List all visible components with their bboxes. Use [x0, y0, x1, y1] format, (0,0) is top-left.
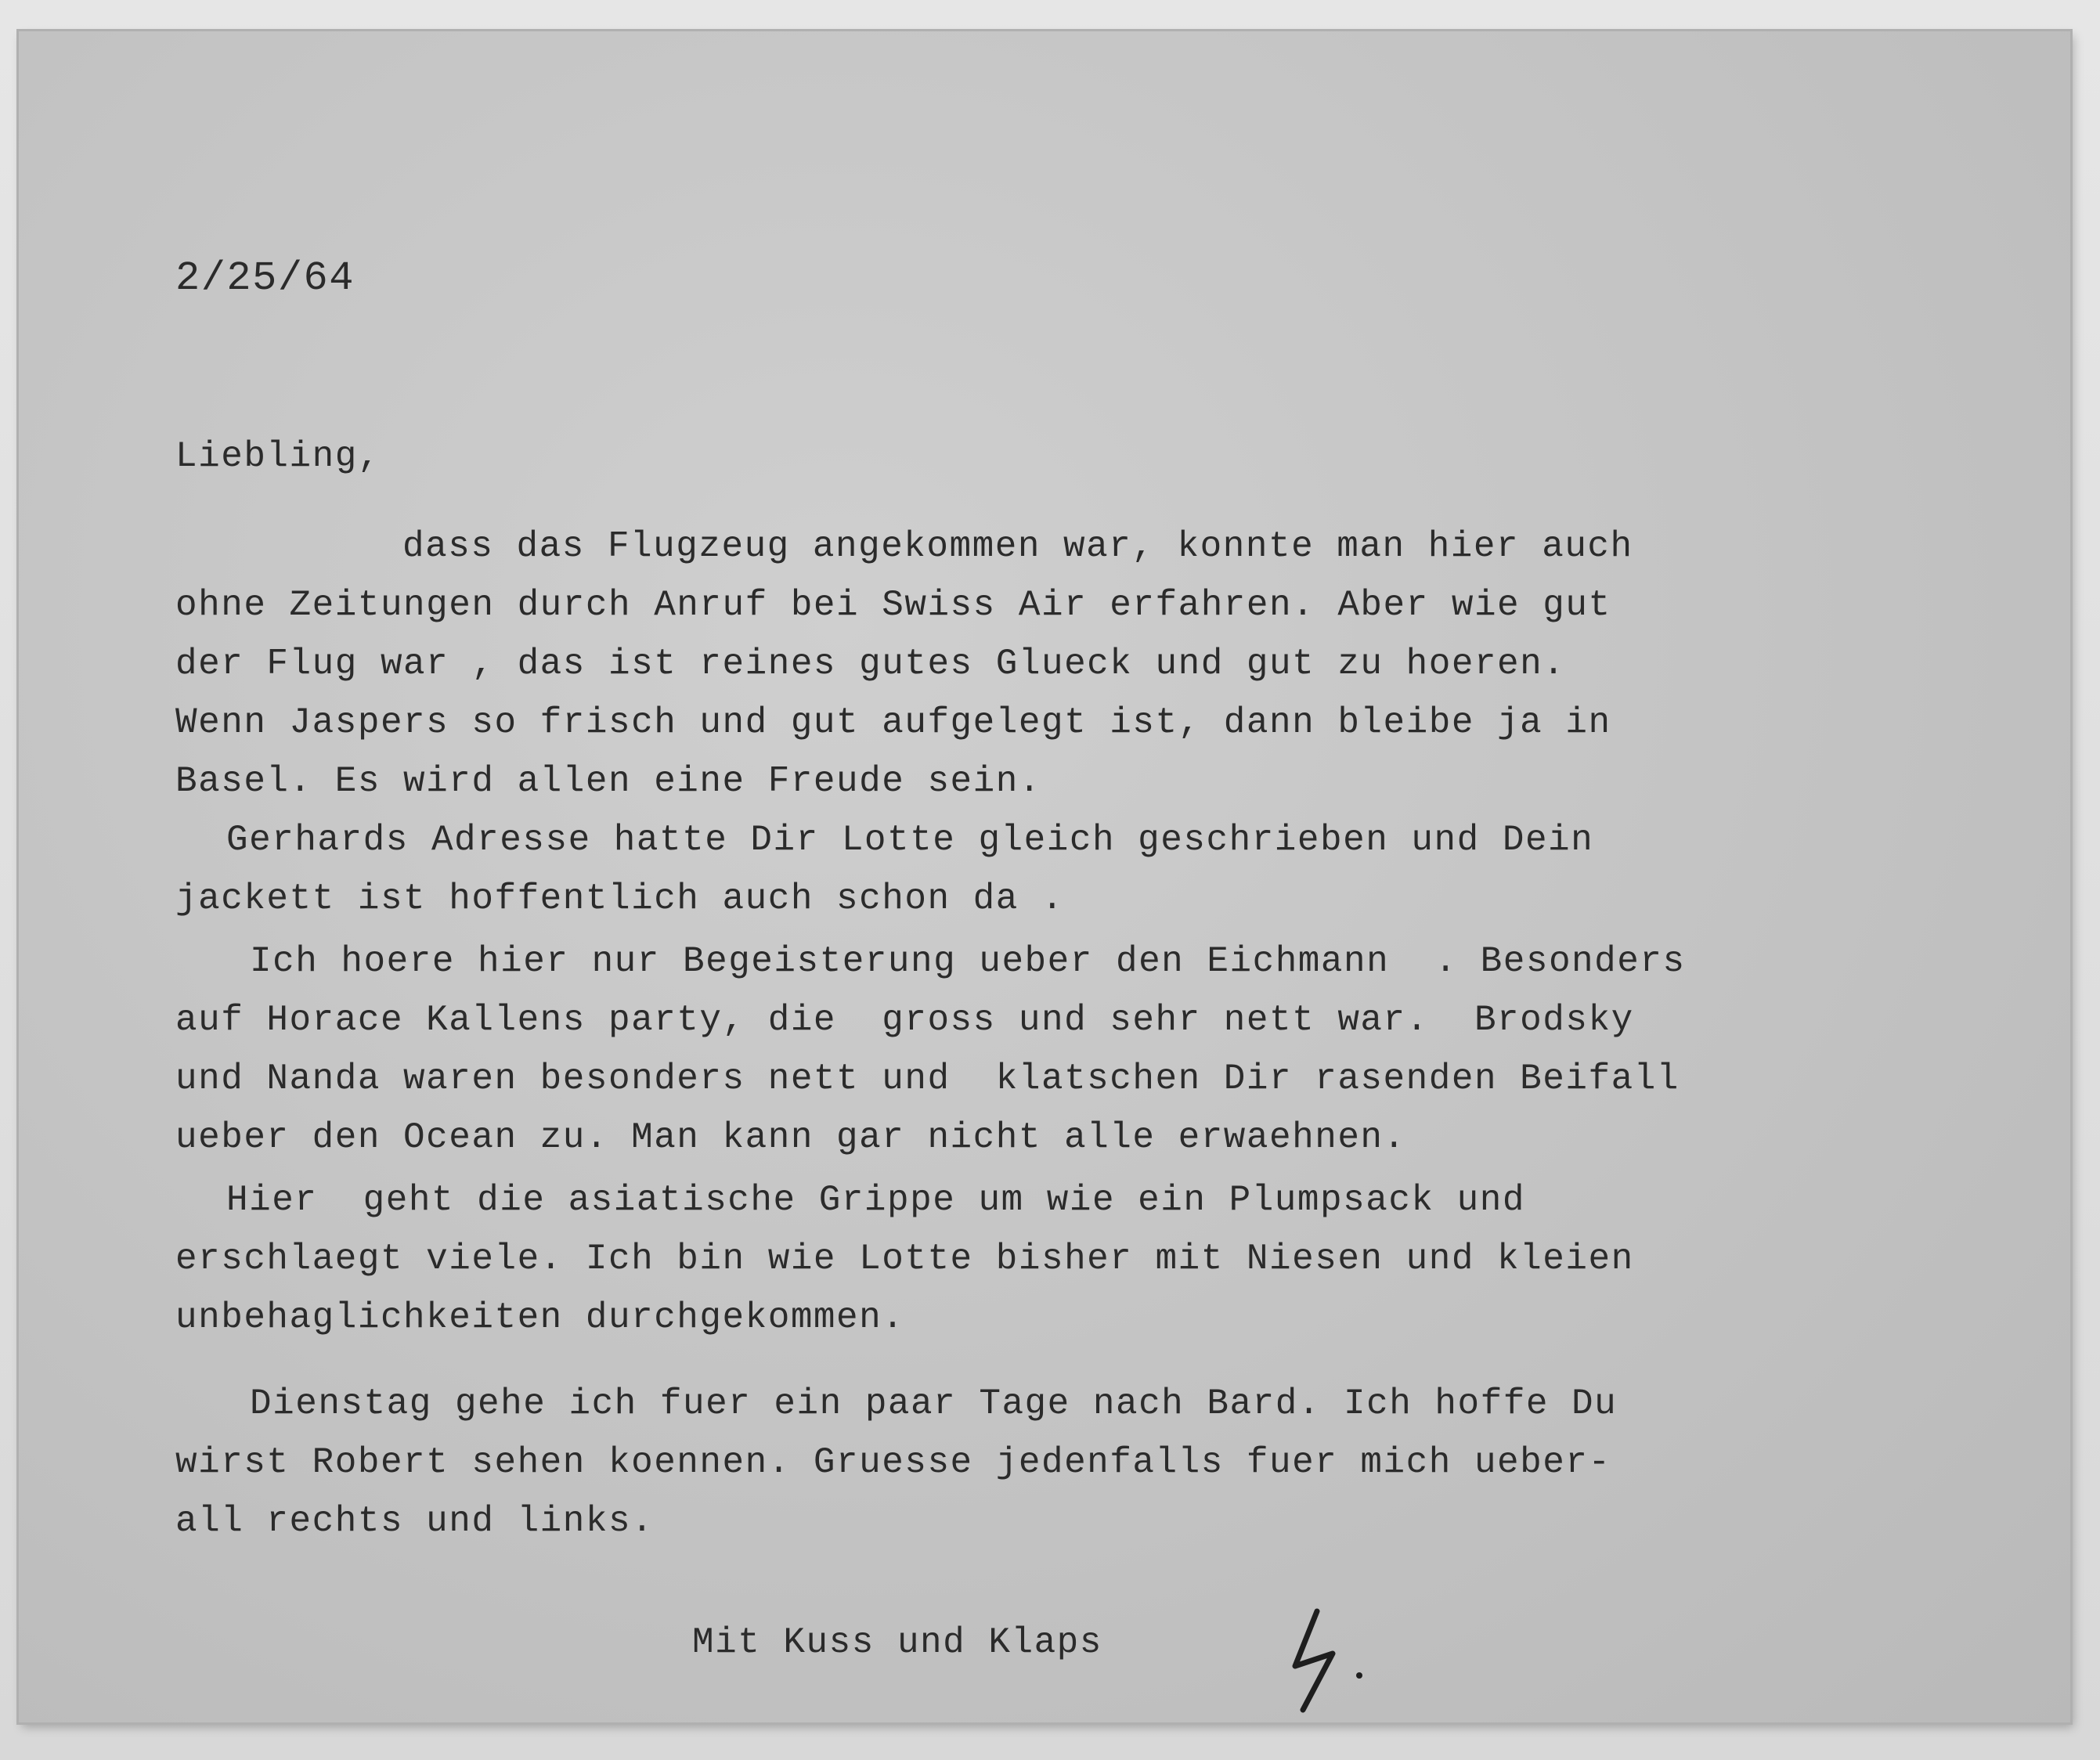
paragraph-1-line-5: Basel. Es wird allen eine Freude sein.: [175, 761, 1041, 802]
paragraph-1-line-4: Wenn Jaspers so frisch und gut aufgelegt ist, dann bleibe ja in: [175, 702, 1611, 743]
paragraph-3-line-1: Ich hoere hier nur Begeisterung ueber den Eichmann . Besonders: [250, 941, 1686, 982]
paragraph-1-line-3: der Flug war , das ist reines gutes Glueck und gut zu hoeren.: [175, 644, 1566, 684]
closing: Mit Kuss und Klaps: [692, 1622, 1102, 1663]
salutation: Liebling,: [175, 436, 381, 477]
paragraph-1-line-2: ohne Zeitungen durch Anruf bei Swiss Air erfahren. Aber wie gut: [175, 585, 1611, 626]
paragraph-5-line-3: all rechts und links.: [175, 1501, 655, 1542]
typewritten-letter: [19, 31, 2070, 1722]
paragraph-4-line-2: erschlaegt viele. Ich bin wie Lotte bisher mit Niesen und kleien: [175, 1239, 1634, 1279]
paragraph-4-line-1: Hier geht die asiatische Grippe um wie ein Plumpsack und: [226, 1180, 1525, 1221]
paragraph-3-line-2: auf Horace Kallens party, die gross und sehr nett war. Brodsky: [175, 1000, 1634, 1040]
paragraph-3-line-4: ueber den Ocean zu. Man kann gar nicht alle erwaehnen.: [175, 1117, 1406, 1158]
paragraph-2-line-1: Gerhards Adresse hatte Dir Lotte gleich geschrieben und Dein: [226, 820, 1594, 860]
paragraph-4-line-3: unbehaglichkeiten durchgekommen.: [175, 1297, 905, 1338]
paragraph-2-line-2: jackett ist hoffentlich auch schon da .: [175, 878, 1065, 919]
letter-sheet: [19, 31, 2070, 1722]
paragraph-3-line-3: und Nanda waren besonders nett und klatschen Dir rasenden Beifall: [175, 1059, 1680, 1099]
paragraph-5-line-2: wirst Robert sehen koennen. Gruesse jedenfalls fuer mich ueber-: [175, 1442, 1611, 1483]
paragraph-5-line-1: Dienstag gehe ich fuer ein paar Tage nach Bard. Ich hoffe Du: [250, 1383, 1618, 1424]
paragraph-1-line-1: dass das Flugzeug angekommen war, konnte man hier auch: [402, 526, 1633, 567]
handwritten-signature: [1272, 1605, 1366, 1715]
letter-date: 2/25/64: [175, 255, 355, 301]
